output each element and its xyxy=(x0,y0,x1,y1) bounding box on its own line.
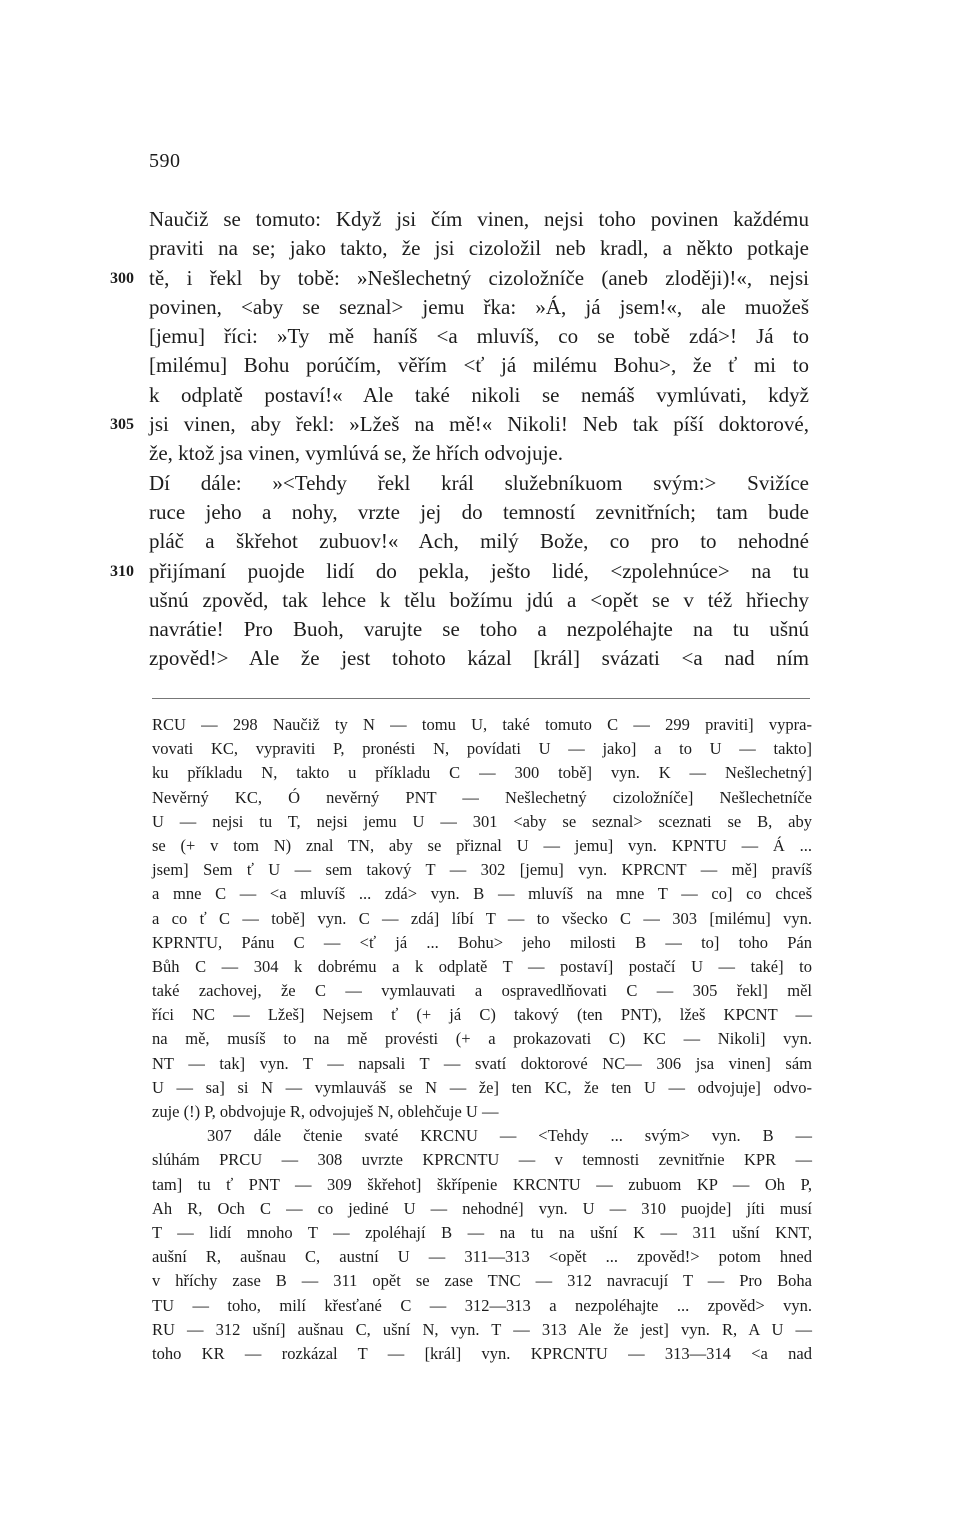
apparatus-line: KPRNTU, Pánu C — <ť já ... Bohu> jeho milosti B — to] toho Pán xyxy=(152,932,812,952)
text-line xyxy=(110,615,809,644)
apparatus-line: slúhám PRCU — 308 uvrzte KPRCNTU — v temnosti zevnitřnie KPR — xyxy=(152,1150,812,1170)
text-line xyxy=(110,264,809,293)
footnote-separator xyxy=(152,698,810,699)
text-line xyxy=(110,527,809,556)
text-line xyxy=(110,381,809,410)
critical-apparatus xyxy=(152,713,812,1366)
line-number: 305 xyxy=(110,416,134,434)
text-line xyxy=(110,498,809,527)
text-line xyxy=(110,234,809,263)
text-line xyxy=(110,557,809,586)
text-line xyxy=(110,351,809,380)
apparatus-line: RCU — 298 Naučiž ty N — tomu U, také tomuto C — 299 praviti] vypra- xyxy=(152,715,812,734)
apparatus-line: ku příkladu N, takto u příkladu C — 300 tobě] vyn. K — Nešlechetný] xyxy=(152,763,812,783)
apparatus-line: vovati KC, vypraviti P, pronésti N, povídati U — jako] a to U — takto] xyxy=(152,739,812,759)
apparatus-line: aušní R, aušnau C, austní U — 311—313 <opět ... zpověd!> potom hned xyxy=(152,1247,812,1267)
line-text: ruce jeho a nohy, vrzte jej do temností zevnitřních; tam bude xyxy=(149,499,809,524)
text-line xyxy=(110,469,809,498)
apparatus-line: 307 dále čtenie svaté KRCNU — <Tehdy ... svým> vyn. B — xyxy=(207,1126,812,1146)
apparatus-line: a co ť C — tobě] vyn. C — zdá] líbí T — to všecko C — 303 [milému] vyn. xyxy=(152,908,812,928)
text-line xyxy=(110,586,809,615)
apparatus-line: také zachovej, že C — vymlauvati a ospravedlňovati C — 305 řekl] měl xyxy=(152,981,812,1001)
apparatus-line: jsem] Sem ť U — sem takový T — 302 [jemu] vyn. KPRCNT — mě] pravíš xyxy=(152,860,812,880)
text-line xyxy=(110,439,809,468)
line-text: jsi vinen, aby řekl: »Lžeš na mě!« Nikoli! Neb tak píší doktorové, xyxy=(149,412,809,437)
apparatus-line: na mě, musíš to na mě provésti (+ a prokazovati C) KC — Nikoli] vyn. xyxy=(152,1029,812,1049)
main-text xyxy=(110,205,830,674)
line-text: k odplatě postaví!« Ale také nikoli se nemáš vymlúvati, když xyxy=(149,382,809,407)
line-text: že, ktož jsa vinen, vymlúvá se, že hřích odvojuje. xyxy=(149,441,564,466)
apparatus-line: T — lidí mnoho T — zpoléhají B — na tu na ušní K — 311 ušní KNT, xyxy=(152,1222,812,1242)
apparatus-line: U — nejsi tu T, nejsi jemu U — 301 <aby se seznal> sceznati se B, aby xyxy=(152,811,812,831)
apparatus-line: NT — tak] vyn. T — napsali T — svatí doktorové NC— 306 jsa vinen] sám xyxy=(152,1053,812,1073)
apparatus-line: se (+ v tom N) znal TN, aby se přiznal U — jemu] vyn. KPNTU — Á ... xyxy=(152,835,812,855)
line-number: 300 xyxy=(110,269,134,287)
text-line xyxy=(110,644,809,673)
page-number: 590 xyxy=(149,150,181,172)
line-text: přijímaní puojde lidí do pekla, ješto lidé, <zpolehnúce> na tu xyxy=(149,558,809,583)
line-text: pláč a škřehot zubuov!« Ach, milý Bože, co pro to nehodné xyxy=(149,529,809,554)
line-text: povinen, <aby se seznal> jemu řka: »Á, já jsem!«, ale muožeš xyxy=(149,294,809,319)
line-number: 310 xyxy=(110,562,134,580)
line-text: tě, i řekl by tobě: »Nešlechetný cizoložníče (aneb zloději)!«, nejsi xyxy=(149,265,809,290)
text-line xyxy=(110,322,809,351)
apparatus-line: U — sa] si N — vymlauváš se N — že] ten KC, že ten U — odvojuje] odvo- xyxy=(152,1077,812,1097)
line-text: zpověd!> Ale že jest tohoto kázal [král] svázati <a nad ním xyxy=(149,646,809,671)
apparatus-line: Bůh C — 304 k dobrému a k odplatě T — postaví] postačí U — také] to xyxy=(152,956,812,976)
text-line xyxy=(110,410,809,439)
apparatus-line: tam] tu ť PNT — 309 škřehot] škřípenie KRCNTU — zubuom KP — Oh P, xyxy=(152,1174,812,1194)
apparatus-line: Nevěrný KC, Ó nevěrný PNT — Nešlechetný cizoložníče] Nešlechetníče xyxy=(152,787,812,807)
line-text: praviti na se; jako takto, že jsi cizoložil neb kradl, a někto potkaje xyxy=(149,236,809,261)
apparatus-line: a mne C — <a mluvíš ... zdá> vyn. B — mluvíš na mne T — co] co chceš xyxy=(152,884,812,904)
line-text: [jemu] říci: »Ty mě haníš <a mluvíš, co se tobě zdá>! Já to xyxy=(149,324,809,349)
apparatus-line: TU — toho, milí křesťané C — 312—313 a nezpoléhajte ... zpověd> vyn. xyxy=(152,1295,812,1315)
text-line xyxy=(110,205,809,234)
line-text: navrátie! Pro Buoh, varujte se toho a nezpoléhajte na tu ušnú xyxy=(149,617,809,642)
line-text: Dí dále: »<Tehdy řekl král služebníkuom svým:> Svižíce xyxy=(149,470,809,495)
apparatus-line: toho KR — rozkázal T — [král] vyn. KPRCNTU — 313—314 <a nad xyxy=(152,1343,812,1363)
apparatus-line: Ah R, Och C — co jediné U — nehodné] vyn. U — 310 puojde] jíti musí xyxy=(152,1198,812,1218)
apparatus-line: zuje (!) P, obdvojuje R, odvojuješ N, oblehčuje U — xyxy=(152,1102,499,1121)
line-text: Naučiž se tomuto: Když jsi čím vinen, nejsi toho povinen každému xyxy=(149,207,809,231)
line-text: ušnú zpověd, tak lehce k tělu božímu jdú a <opět se v též hřiechy xyxy=(149,587,809,612)
apparatus-line: RU — 312 ušní] aušnau C, ušní N, vyn. T — 313 Ale že jest] vyn. R, A U — xyxy=(152,1319,812,1339)
apparatus-line: říci NC — Lžeš] Nejsem ť (+ já C) takový (ten PNT), lžeš KPCNT — xyxy=(152,1005,812,1025)
text-line xyxy=(110,293,809,322)
apparatus-line: v hříchy zase B — 311 opět se zase TNC — 312 navracují T — Pro Boha xyxy=(152,1271,812,1291)
line-text: [milému] Bohu porúčím, věřím <ť já milému Bohu>, že ť mi to xyxy=(149,353,809,378)
